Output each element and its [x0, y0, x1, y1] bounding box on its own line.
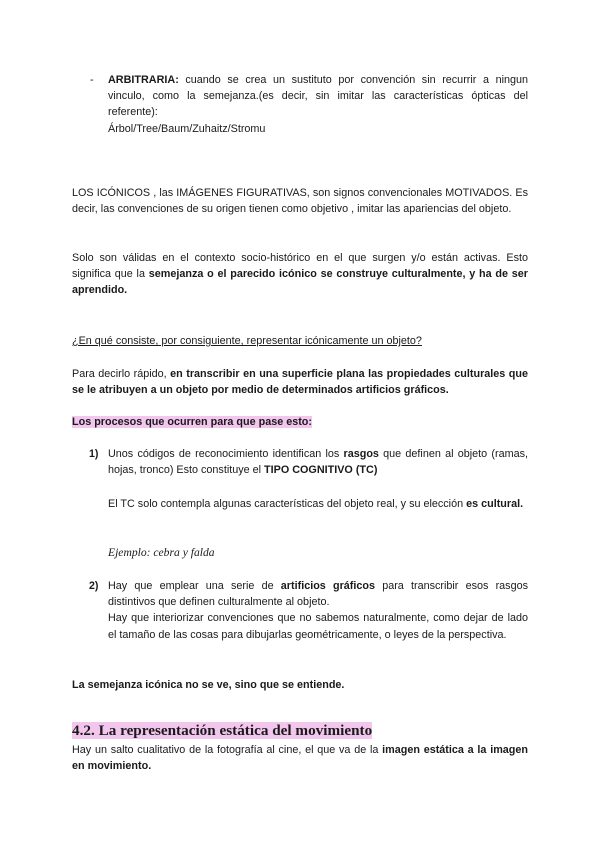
- arbitraria-paragraph: [108, 72, 528, 137]
- item1-paragraph-2: [108, 496, 528, 512]
- answer-paragraph: [72, 366, 528, 398]
- item1-text-a: Unos códigos de reconocimiento identifican los: [108, 448, 344, 460]
- validas-text: Solo son válidas en el contexto socio-histórico en el que surgen y/o están activas. Esto significa que la: [72, 252, 528, 281]
- procesos-label-line: [72, 414, 528, 430]
- item1-bold-tc: TIPO COGNITIVO (TC): [264, 464, 378, 477]
- answer-bold: en transcribir en una superficie plana las propiedades culturales que se le atribuyen a un objeto por medio de determinados artificios gráficos.: [72, 368, 528, 397]
- item2-number: 2): [89, 580, 99, 592]
- answer-text: Para decirlo rápido,: [72, 368, 171, 380]
- item2-bold: artificios gráficos: [280, 580, 375, 592]
- question-line: [72, 333, 528, 349]
- item1-para2-text: El TC solo contempla algunas características del objeto real, y su elección: [108, 498, 467, 510]
- item1-example-text: Ejemplo: cebra y falda: [108, 546, 215, 559]
- question-text: ¿En qué consiste, por consiguiente, representar icónicamente un objeto?: [72, 335, 422, 347]
- validas-paragraph: [72, 250, 528, 299]
- item1-para2-bold: es cultural.: [466, 498, 524, 510]
- item1-number: 1): [89, 448, 99, 460]
- item2-para2: Hay que interiorizar convenciones que no sabemos naturalmente, como dejar de lado el tamaño de las cosas para dibujarlas geométricamente, o leyes de la perspectiva.: [108, 612, 528, 641]
- conclusion-line: [72, 677, 528, 693]
- section-heading-text: 4.2. La representación estática del movimiento: [72, 722, 373, 739]
- validas-bold: semejanza o el parecido icónico se construye culturalmente, y ha de ser aprendido.: [72, 268, 528, 297]
- procesos-label: Los procesos que ocurren para que pase esto:: [72, 416, 312, 428]
- item2-text-a: Hay que emplear una serie de: [108, 580, 281, 592]
- item1-bold-rasgos: rasgos: [343, 448, 379, 460]
- item2-text-b: para transcribir esos rasgos distintivos que definen culturalmente al objeto.: [108, 580, 528, 609]
- section-text: Hay un salto cualitativo de la fotografía al cine, el que va de la: [72, 744, 383, 756]
- conclusion-text: La semejanza icónica no se ve, sino que se entiende.: [72, 679, 345, 691]
- item2-paragraph: [108, 578, 528, 643]
- item1-example: [108, 545, 528, 561]
- section-paragraph: [72, 742, 528, 774]
- item1-text-b: que definen al objeto (ramas, hojas, tronco) Esto constituye el: [108, 448, 528, 477]
- item1-paragraph: [108, 446, 528, 478]
- arbitraria-colon: :: [175, 74, 179, 86]
- arbitraria-examples: Árbol/Tree/Baum/Zuhaitz/Stromu: [108, 122, 266, 135]
- section-bold: imagen estática a la imagen en movimiento.: [72, 744, 529, 773]
- section-heading: [72, 721, 372, 741]
- iconicos-paragraph: [72, 185, 528, 217]
- bullet-marker: -: [90, 74, 94, 86]
- arbitraria-text: cuando se crea un sustituto por convención sin recurrir a ningun vinculo, como la semejanza.(es decir, sin imitar las características ópticas del referente):: [108, 74, 528, 119]
- arbitraria-term: ARBITRARIA: [108, 74, 176, 86]
- iconicos-text: LOS ICÓNICOS , las IMÁGENES FIGURATIVAS, son signos convencionales MOTIVADOS. Es decir, las convenciones de su origen tienen como objetivo , imitar las apariencias del objeto.: [72, 187, 528, 216]
